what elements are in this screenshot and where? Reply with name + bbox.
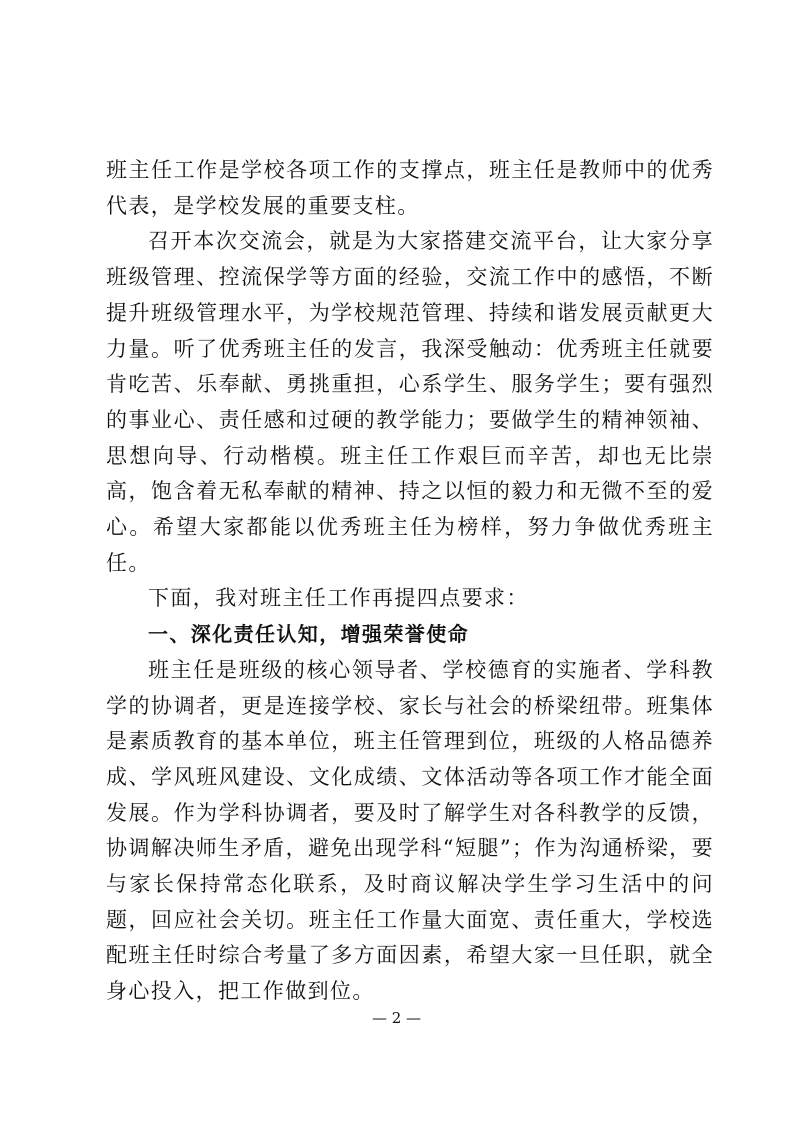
paragraph-requirements-intro: 下面，我对班主任工作再提四点要求： <box>148 586 529 611</box>
page-number: — 2 — <box>371 1009 422 1027</box>
paragraph-meeting-purpose: 召开本次交流会，就是为大家搭建交流平台，让大家分享班级管理、控流保学等方面的经验，交流工作中的感悟，不断提升班级管理水平，为学校规范管理、持续和谐发展贡献更大力量。听了优秀班主任的发言，我深受触动：优秀班主任就要肯吃苦、乐奉献、勇挑重担，心系学生、服务学生；要有强烈的事业心、责任感和过硬的教学能力；要做学生的精神领袖、思想向导、行动楷模。班主任工作艰巨而辛苦，却也无比崇高，饱含着无私奉献的精神、持之以恒的毅力和无微不至的爱心。希望大家都能以优秀班主任为榜样，努力争做优秀班主任。 <box>106 229 714 575</box>
paragraph-intro: 班主任工作是学校各项工作的支撑点，班主任是教师中的优秀代表，是学校发展的重要支柱。 <box>106 158 714 218</box>
section-heading-1: 一、深化责任认知，增强荣誉使命 <box>148 622 469 647</box>
document-body <box>106 153 714 1010</box>
paragraph-section-1-body: 班主任是班级的核心领导者、学校德育的实施者、学科教学的协调者，更是连接学校、家长与社会的桥梁纽带。班集体是素质教育的基本单位，班主任管理到位，班级的人格品德养成、学风班风建设、文化成绩、文体活动等各项工作才能全面发展。作为学科协调者，要及时了解学生对各科教学的反馈，协调解决师生矛盾，避免出现学科“短腿”；作为沟通桥梁，要与家长保持常态化联系，及时商议解决学生学习生活中的问题，回应社会关切。班主任工作量大面宽、责任重大，学校选配班主任时综合考量了多方面因素，希望大家一旦任职，就全身心投入，把工作做到位。 <box>106 657 714 1004</box>
